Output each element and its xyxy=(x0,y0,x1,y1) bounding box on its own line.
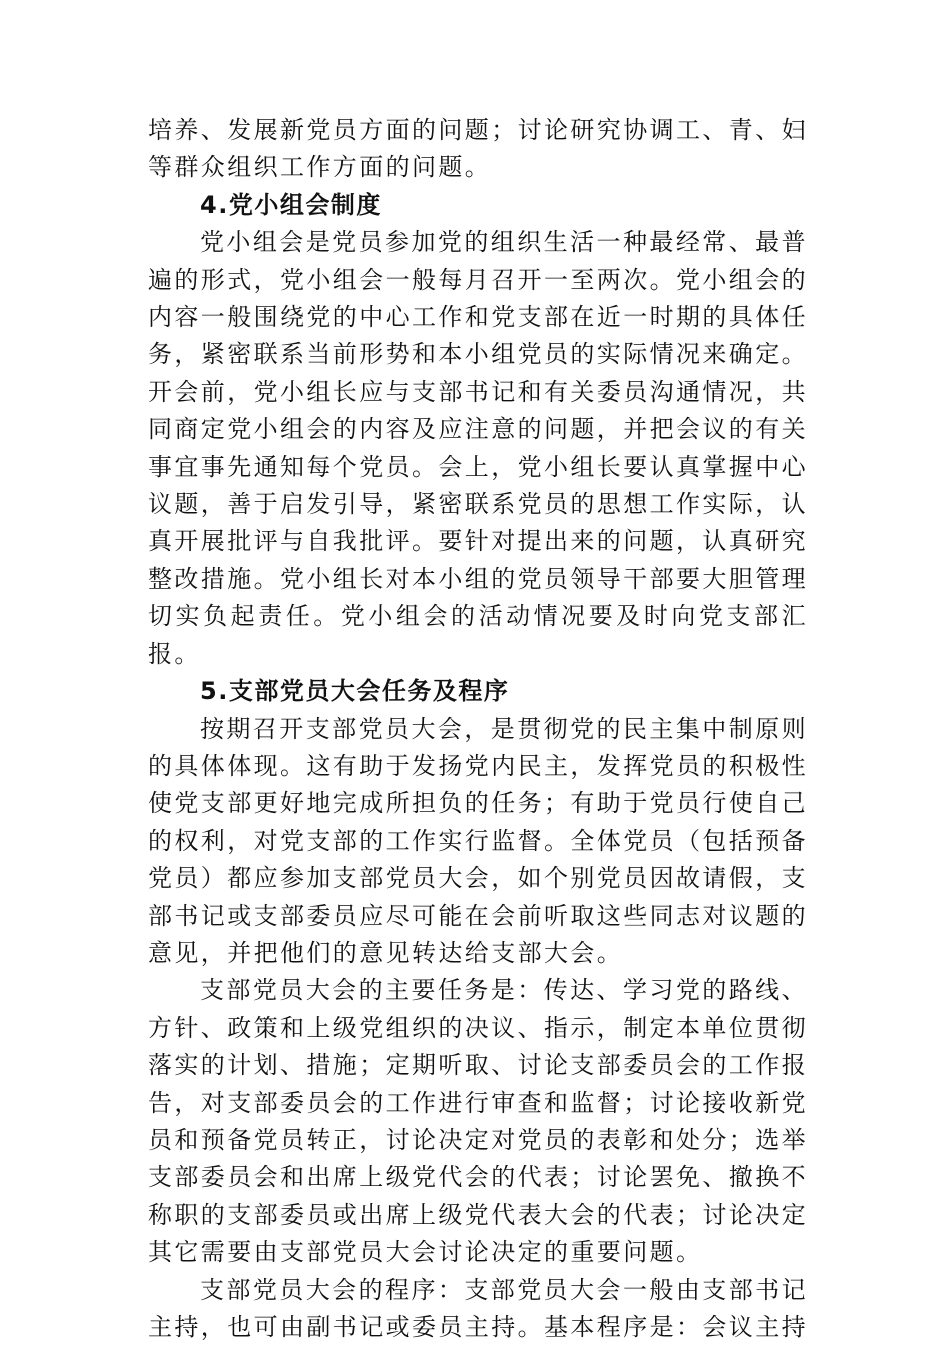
paragraph-general-meeting-intro: 按期召开支部党员大会，是贯彻党的民主集中制原则的具体体现。这有助于发扬党内民主，发挥党员的积极性使党支部更好地完成所担负的任务；有助于党员行使自己的权利，对党支部的工作实行监督。全体党员（包括预备党员）都应参加支部党员大会，如个别党员因故请假，支部书记或支部委员应尽可能在会前听取这些同志对议题的意见，并把他们的意见转达给支部大会。 xyxy=(148,714,808,967)
section-heading-5: 5.支部党员大会任务及程序 xyxy=(200,677,510,706)
paragraph-party-group-meeting: 党小组会是党员参加党的组织生活一种最经常、最普遍的形式，党小组会一般每月召开一至两次。党小组会的内容一般围绕党的中心工作和党支部在近一时期的具体任务，紧密联系当前形势和本小组党员的实际情况来确定。开会前，党小组长应与支部书记和有关委员沟通情况，共同商定党小组会的内容及应注意的问题，并把会议的有关事宜事先通知每个党员。会上，党小组长要认真掌握中心议题，善于启发引导，紧密联系党员的思想工作实际，认真开展批评与自我批评。要针对提出来的问题，认真研究整改措施。党小组长对本小组的党员领导干部要大胆管理切实负起责任。党小组会的活动情况要及时向党支部汇报。 xyxy=(148,228,808,668)
paragraph-general-meeting-procedure: 支部党员大会的程序：支部党员大会一般由支部书记主持，也可由副书记或委员主持。基本程序是：会议主持 xyxy=(148,1275,808,1341)
section-heading-4: 4.党小组会制度 xyxy=(200,190,382,219)
document-page xyxy=(148,112,808,1346)
paragraph-continuation: 培养、发展新党员方面的问题；讨论研究协调工、青、妇等群众组织工作方面的问题。 xyxy=(148,116,808,182)
paragraph-general-meeting-tasks: 支部党员大会的主要任务是：传达、学习党的路线、方针、政策和上级党组织的决议、指示，制定本单位贯彻落实的计划、措施；定期听取、讨论支部委员会的工作报告，对支部委员会的工作进行审查和监督；讨论接收新党员和预备党员转正，讨论决定对党员的表彰和处分；选举支部委员会和出席上级党代会的代表；讨论罢免、撤换不称职的支部委员或出席上级党代表大会的代表；讨论决定其它需要由支部党员大会讨论决定的重要问题。 xyxy=(148,976,808,1267)
